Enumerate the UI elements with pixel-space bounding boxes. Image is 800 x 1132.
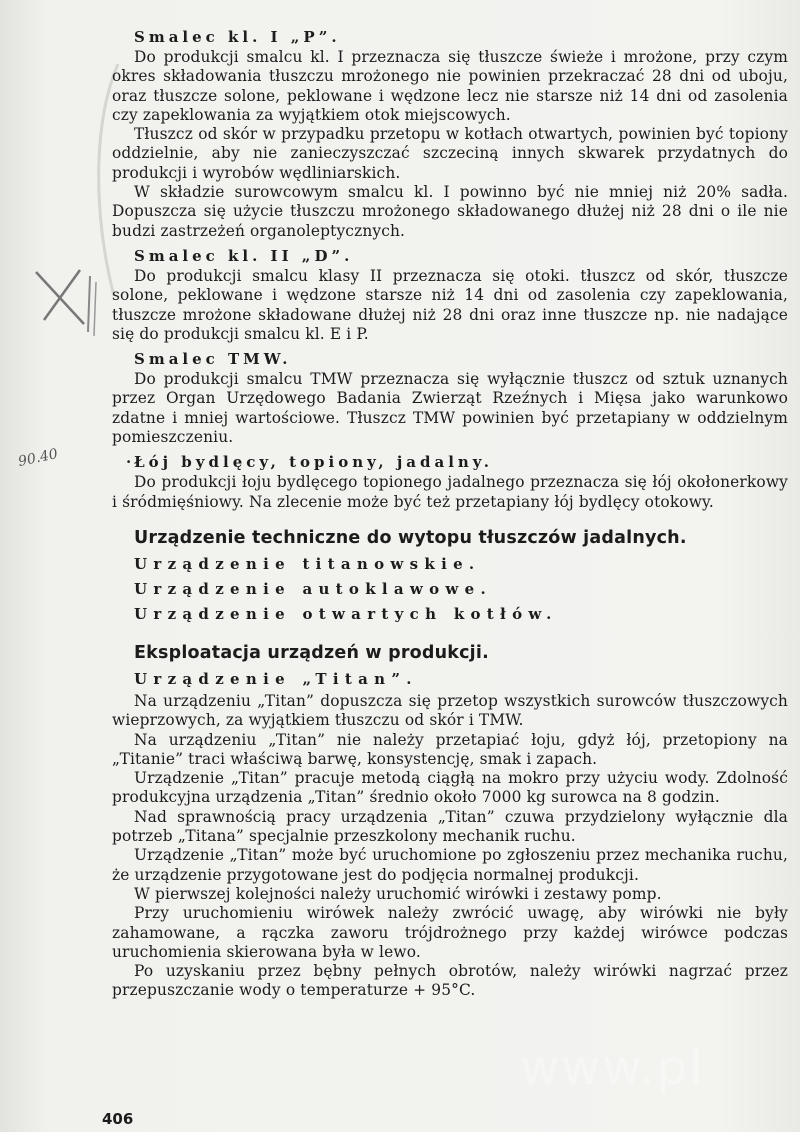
section-title-eksploatacja: Eksploatacja urządzeń w produkcji. (134, 642, 489, 663)
heading-smalec-tmw: Smalec TMW. (134, 350, 292, 369)
list-item: Urządzenie otwartych kotłów. (134, 604, 558, 623)
paragraph: Do produkcji łoju bydlęcego topionego jadalnego przeznacza się łój okołonerkowy i śródmięśniowy. Na zlecenie może być też przetapiany łój bydlęcy otokowy. (112, 473, 788, 511)
paragraph: Urządzenie „Titan” może być uruchomione po zgłoszeniu przez mechanika ruchu, że urządzenie przygotowane jest do podjęcia normalnej produkcji. (112, 846, 788, 884)
heading-loj-bydlecy: · Łój bydlęcy, topiony, jadalny. (126, 453, 494, 472)
bullet-dot: · (126, 453, 136, 472)
section-title-urzadzenie: Urządzenie techniczne do wytopu tłuszczów jadalnych. (134, 527, 687, 548)
paragraph: Do produkcji smalcu TMW przeznacza się wyłącznie tłuszcz od sztuk uznanych przez Organ Urzędowego Badania Zwierząt Rzeźnych i Mięsa jako warunkowo zdatne i mniej wartościowe. Tłuszcz TMW powinien być przetapiany w oddzielnym pomieszczeniu. (112, 370, 788, 447)
list-item: Urządzenie titanowskie. (134, 554, 481, 573)
heading-smalec-kl-2: Smalec kl. II „D”. (134, 246, 354, 265)
handwritten-margin-note: 90.40 (16, 446, 60, 470)
paragraph: Po uzyskaniu przez bębny pełnych obrotów, należy wirówki nagrzać przez przepuszczanie wody o temperaturze + 95°C. (112, 962, 788, 1000)
list-item: Urządzenie autoklawowe. (134, 579, 493, 598)
paragraph: Tłuszcz od skór w przypadku przetopu w kotłach otwartych, powinien być topiony oddzielnie, aby nie zanieczyszczać szczeciną innych skwarek przydatnych do produkcji i wyrobów wędliniarskich. (112, 125, 788, 182)
paragraph: Przy uruchomieniu wirówek należy zwrócić uwagę, aby wirówki nie były zahamowane, a rączka zaworu trójdrożnego przy każdej wirówce podczas uruchomienia skierowana była w lewo. (112, 904, 788, 961)
page-content (112, 22, 788, 1001)
paragraph: W pierwszej kolejności należy uruchomić wirówki i zestawy pomp. (134, 884, 662, 903)
page-number: 406 (102, 1110, 134, 1128)
paragraph: Do produkcji smalcu kl. I przeznacza się tłuszcze świeże i mrożone, przy czym okres składowania tłuszczu mrożonego nie powinien przekraczać 28 dni od uboju, oraz tłuszcze solone, peklowane i wędzone lecz nie starsze niż 14 dni od zasolenia czy zapeklowania za wyjątkiem otok miejscowych. (112, 48, 788, 124)
paragraph: Na urządzeniu „Titan” nie należy przetapiać łoju, gdyż łój, przetopiony na „Titanie” traci właściwą barwę, konsystencję, smak i zapach. (112, 730, 788, 768)
paragraph: Do produkcji smalcu klasy II przeznacza się otoki. tłuszcz od skór, tłuszcze solone, peklowane i wędzone starsze niż 14 dni od zasolenia czy zapeklowania, tłuszcze mrożone składowane dłużej niż 28 dni oraz inne tłuszcze np. nie nadające się do produkcji smalcu kl. E i P. (112, 266, 788, 343)
paragraph: Urządzenie „Titan” pracuje metodą ciągłą na mokro przy użyciu wody. Zdolność produkcyjna urządzenia „Titan” średnio około 7000 kg surowca na 8 godzin. (112, 769, 788, 807)
pencil-cross-mark (30, 262, 100, 342)
heading-smalec-kl-1: Smalec kl. I „P”. (134, 28, 341, 46)
paragraph: W składzie surowcowym smalcu kl. I powinno być nie mniej niż 20% sadła. Dopuszcza się użycie tłuszczu mrożonego składowanego dłużej niż 28 dni o ile nie budzi zastrzeżeń organoleptycznych. (112, 183, 788, 240)
watermark: www.pl (520, 1040, 705, 1096)
subheading-titan: Urządzenie „Titan”. (134, 669, 418, 688)
paragraph: Nad sprawnością pracy urządzenia „Titan” czuwa przydzielony wyłącznie dla potrzeb „Titana” specjalnie przeszkolony mechanik ruchu. (112, 807, 788, 846)
paragraph: Na urządzeniu „Titan” dopuszcza się przetop wszystkich surowców tłuszczowych wieprzowych, za wyjątkiem tłuszczu od skór i TMW. (112, 691, 788, 730)
